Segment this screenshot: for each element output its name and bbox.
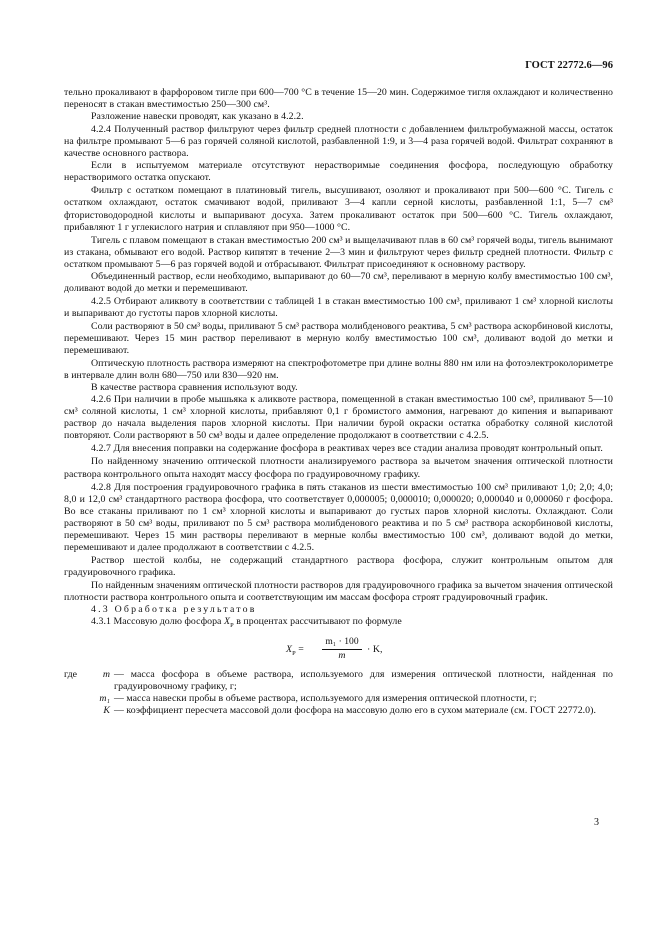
definition-text — [114, 705, 613, 717]
standard-code-header: ГОСТ 22772.6—96 — [525, 60, 613, 71]
paragraph: По найденным значениям оптической плотности растворов для градуировочного графика за вычетом значения оптической плотности раствора контрольного опыта и соответствующим им массам фосфора строят градуировочный график. — [64, 579, 613, 603]
formula-rhs: · K, — [367, 644, 383, 656]
paragraph: Оптическую плотность раствора измеряют на спектрофотометре при длине волны 880 нм или на фотоэлектроколориметре в интервале длин волн 680—750 или 830—920 нм. — [64, 358, 613, 382]
paragraph: тельно прокаливают в фарфоровом тигле при 600—700 °С в течение 15—20 мин. Содержимое тигля охлаждают и количественно переносят в стакан вместимостью 250—300 см³. — [64, 87, 613, 111]
formula-numerator: m₁ · 100 — [322, 636, 362, 650]
page-number: 3 — [593, 817, 599, 828]
definition-symbol: m — [102, 669, 110, 681]
section-heading: 4.3 Обработка результатов — [91, 604, 257, 616]
clause-4-2-6: 4.2.6 При наличии в пробе мышьяка к аликвоте раствора, помещенной в стакан вместимостью 100 см³, приливают 5—10 см³ соляной кислоты, 1 см³ хлорной кислоты, прибавляют 0,1 г бромистого аммония, нагревают до кипения и выпаривают раствор до начала выделения паров хлорной кислоты. При наличии бурой окраски остатка обработку соляной кислотой повторяют. Соли растворяют в 50 см³ воды и далее определение продолжают в соответствии с 4.2.5. — [64, 394, 613, 442]
clause-4-3-1 — [64, 616, 613, 628]
paragraph: Если в испытуемом материале отсутствуют нерастворимые соединения фосфора, последующую обработку нерастворимого остатка опускают. — [64, 160, 613, 184]
formula-var: X — [286, 644, 293, 656]
definition-body: масса фосфора в объеме раствора, используемого для измерения оптической плотности, найденная по градуировочному графику, г; — [114, 669, 614, 693]
paragraph: В качестве раствора сравнения используют воду. — [91, 382, 298, 394]
formula-fraction — [322, 636, 362, 662]
paragraph: Раствор шестой колбы, не содержащий стандартного раствора фосфора, служит контрольным опытом для градуировочного графика. — [64, 554, 613, 578]
formula-sub: P — [292, 650, 296, 658]
paragraph: По найденному значению оптической плотности анализируемого раствора за вычетом значения оптической плотности раствора контрольного опыта находят массу фосфора по градуировочному графику. — [64, 456, 613, 480]
definition-body: коэффициент пересчета массовой доли фосфора на массовую долю его в сухом материале (см. ГОСТ 22772.0). — [126, 705, 596, 717]
clause-4-2-7: 4.2.7 Для внесения поправки на содержание фосфора в реактивах через все стадии анализа проводят контрольный опыт. — [91, 443, 603, 455]
definition-item — [64, 705, 613, 717]
clause-text: в процентах рассчитывают по формуле — [233, 616, 402, 628]
definition-text — [114, 693, 613, 705]
definition-item — [64, 669, 613, 693]
clause-text: 4.3.1 Массовую долю фосфора — [91, 616, 224, 628]
definition-symbol: K — [103, 705, 110, 717]
formula-lhs — [286, 644, 304, 656]
paragraph: Фильтр с остатком помещают в платиновый тигель, высушивают, озоляют и прокаливают при 500—600 °С. Тигель с остатком охлаждают, остаток смачивают водой, приливают 3—4 капли серной кислоты, разбавленной 1:1, 5—7 см³ фтористоводородной кислоты и выпаривают досуха. Затем прокаливают остаток при 500—600 °С. Тигель охлаждают, прибавляют 1 г углекислого натрия и сплавляют при 950—1000 °С. — [64, 185, 613, 233]
formula-eq: = — [295, 644, 304, 656]
clause-4-2-4: 4.2.4 Полученный раствор фильтруют через фильтр средней плотности с добавлением фильтробумажной массы, остаток на фильтре промывают 5—6 раз горячей соляной кислотой, разбавленной 1:9, и 3—4 раза горячей водой. Фильтрат сохраняют в качестве основного раствора. — [64, 124, 613, 160]
definition-dash: — — [114, 705, 127, 717]
formula — [64, 633, 613, 667]
definition-text — [114, 669, 613, 693]
paragraph: Тигель с плавом помещают в стакан вместимостью 200 см³ и выщелачивают плав в 60 см³ горячей воды, тигель вынимают из стакана, обмывают его водой. Раствор кипятят в течение 2—3 мин и фильтруют через фильтр средней плотности. Фильтр с остатком промывают 5—6 раз горячей водой и отбрасывают. Фильтрат присоединяют к основному раствору. — [64, 234, 613, 270]
paragraph: Разложение навески проводят, как указано в 4.2.2. — [91, 111, 304, 123]
definition-dash: — — [114, 669, 131, 681]
definitions-list — [64, 669, 613, 717]
definition-item — [64, 693, 613, 705]
definition-body: масса навески пробы в объеме раствора, используемого для измерения оптической плотности, г; — [126, 693, 537, 705]
definition-symbol: m₁ — [99, 693, 110, 705]
clause-4-2-5: 4.2.5 Отбирают аликвоту в соответствии с таблицей 1 в стакан вместимостью 100 см³, приливают 1 см³ хлорной кислоты и выпаривают до густоты паров хлорной кислоты. — [64, 295, 613, 319]
formula-denominator: m — [338, 650, 346, 662]
definition-lead: где — [64, 669, 78, 681]
paragraph: Соли растворяют в 50 см³ воды, приливают 5 см³ раствора молибденового реактива, 5 см³ раствора аскорбиновой кислоты, перемешивают. Через 15 мин раствор переливают в мерную колбу вместимостью 100 см³, доливают водой до метки и перемешивают. — [64, 320, 613, 357]
variable-subscript: P — [230, 622, 234, 630]
definition-dash: — — [114, 693, 127, 705]
clause-4-2-8: 4.2.8 Для построения градуировочного графика в пять стаканов из шести вместимостью 100 см³ приливают 1,0; 2,0; 4,0; 8,0 и 12,0 см³ стандартного раствора фосфора, что соответствует 0,000005; 0,000010; 0,000020; 0,000040 и 0,000060 г фосфора. Во все стаканы приливают по 1 см³ хлорной кислоты и выпаривают до густых паров хлорной кислоты. Охлаждают. Соли растворяют в 50 см³ воды, приливают по 5 см³ раствора молибденового реактива и по 5 см³ раствора аскорбиновой кислоты, перемешивают. Через 15 мин растворы переливают в мерные колбы вместимостью 100 см³, доливают водой до метки, перемешивают и далее продолжают в соответствии с 4.2.5. — [64, 481, 613, 553]
variable: X — [224, 616, 231, 628]
paragraph: Объединенный раствор, если необходимо, выпаривают до 60—70 см³, переливают в мерную колбу вместимостью 100 см³, доливают водой до метки и перемешивают. — [64, 270, 613, 294]
